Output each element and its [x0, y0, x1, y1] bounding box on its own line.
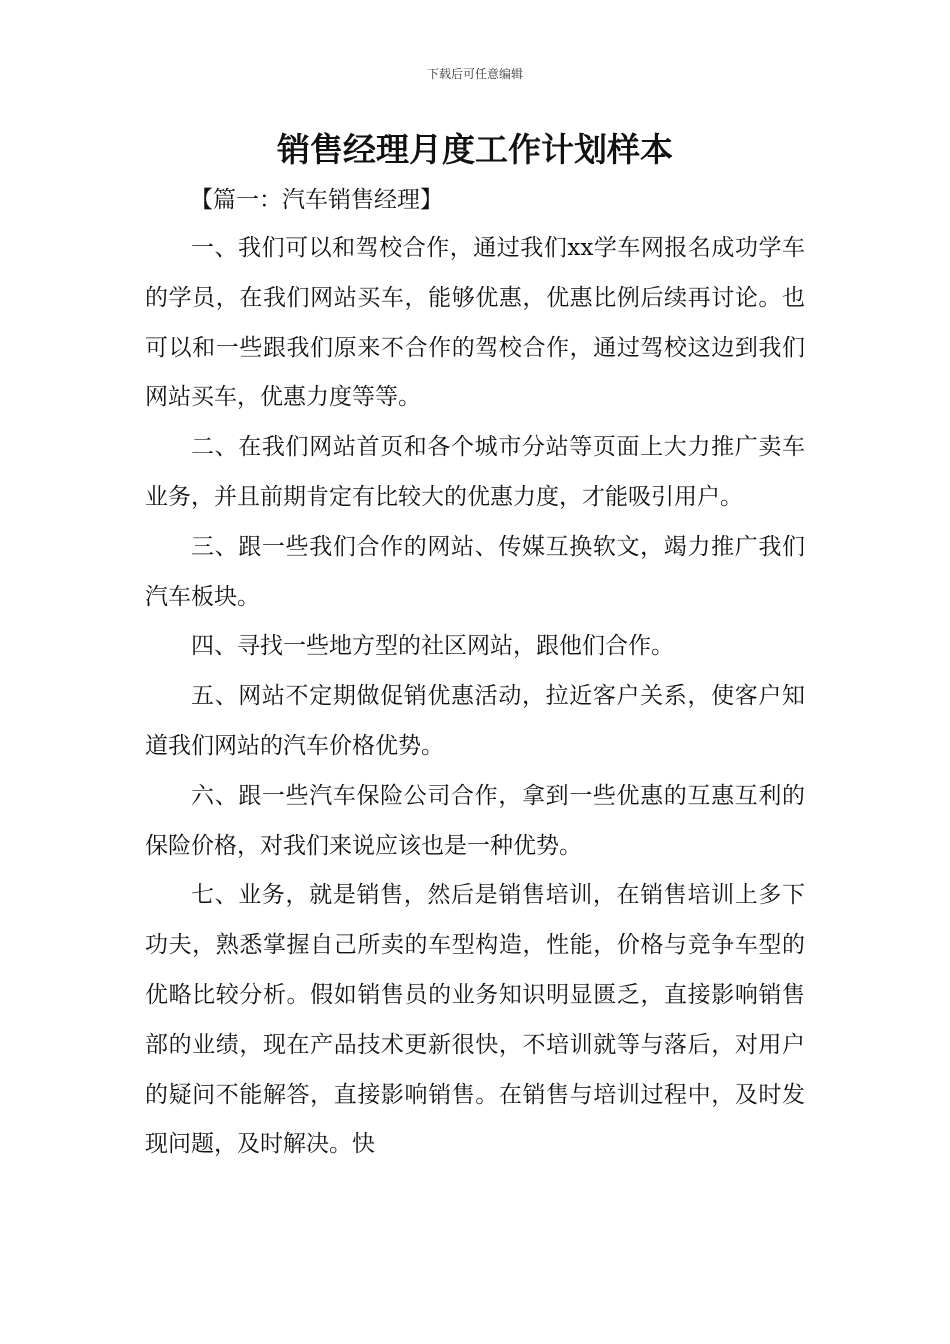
paragraph-6: 六、跟一些汽车保险公司合作，拿到一些优惠的互惠互利的保险价格，对我们来说应该也是一种优势。 — [145, 782, 805, 859]
document-title: 销售经理月度工作计划样本 — [277, 130, 673, 169]
header-note: 下载后可任意编辑 — [426, 67, 523, 81]
paragraph-2: 二、在我们网站首页和各个城市分站等页面上大力推广卖车业务，并且前期肯定有比较大的优惠力度，才能吸引用户。 — [145, 434, 805, 510]
paragraph-1: 一、我们可以和驾校合作，通过我们xx学车网报名成功学车的学员，在我们网站买车，能够优惠，优惠比例后续再讨论。也可以和一些跟我们原来不合作的驾校合作，通过驾校这边到我们网站买车，优惠力度等等。 — [145, 235, 805, 411]
section-heading: 【篇一：汽车销售经理】 — [190, 187, 443, 213]
document-body — [145, 224, 805, 1170]
paragraph-7: 七、业务，就是销售，然后是销售培训，在销售培训上多下功夫，熟悉掌握自己所卖的车型构造，性能，价格与竞争车型的优略比较分析。假如销售员的业务知识明显匮乏，直接影响销售部的业绩，现在产品技术更新很快，不培训就等与落后，对用户的疑问不能解答，直接影响销售。在销售与培训过程中，及时发现问题，及时解决。快 — [145, 882, 805, 1158]
paragraph-3: 三、跟一些我们合作的网站、传媒互换软文，竭力推广我们汽车板块。 — [145, 533, 805, 610]
paragraph-5: 五、网站不定期做促销优惠活动，拉近客户关系，使客户知道我们网站的汽车价格优势。 — [145, 683, 805, 759]
paragraph-4: 四、寻找一些地方型的社区网站，跟他们合作。 — [191, 633, 674, 660]
